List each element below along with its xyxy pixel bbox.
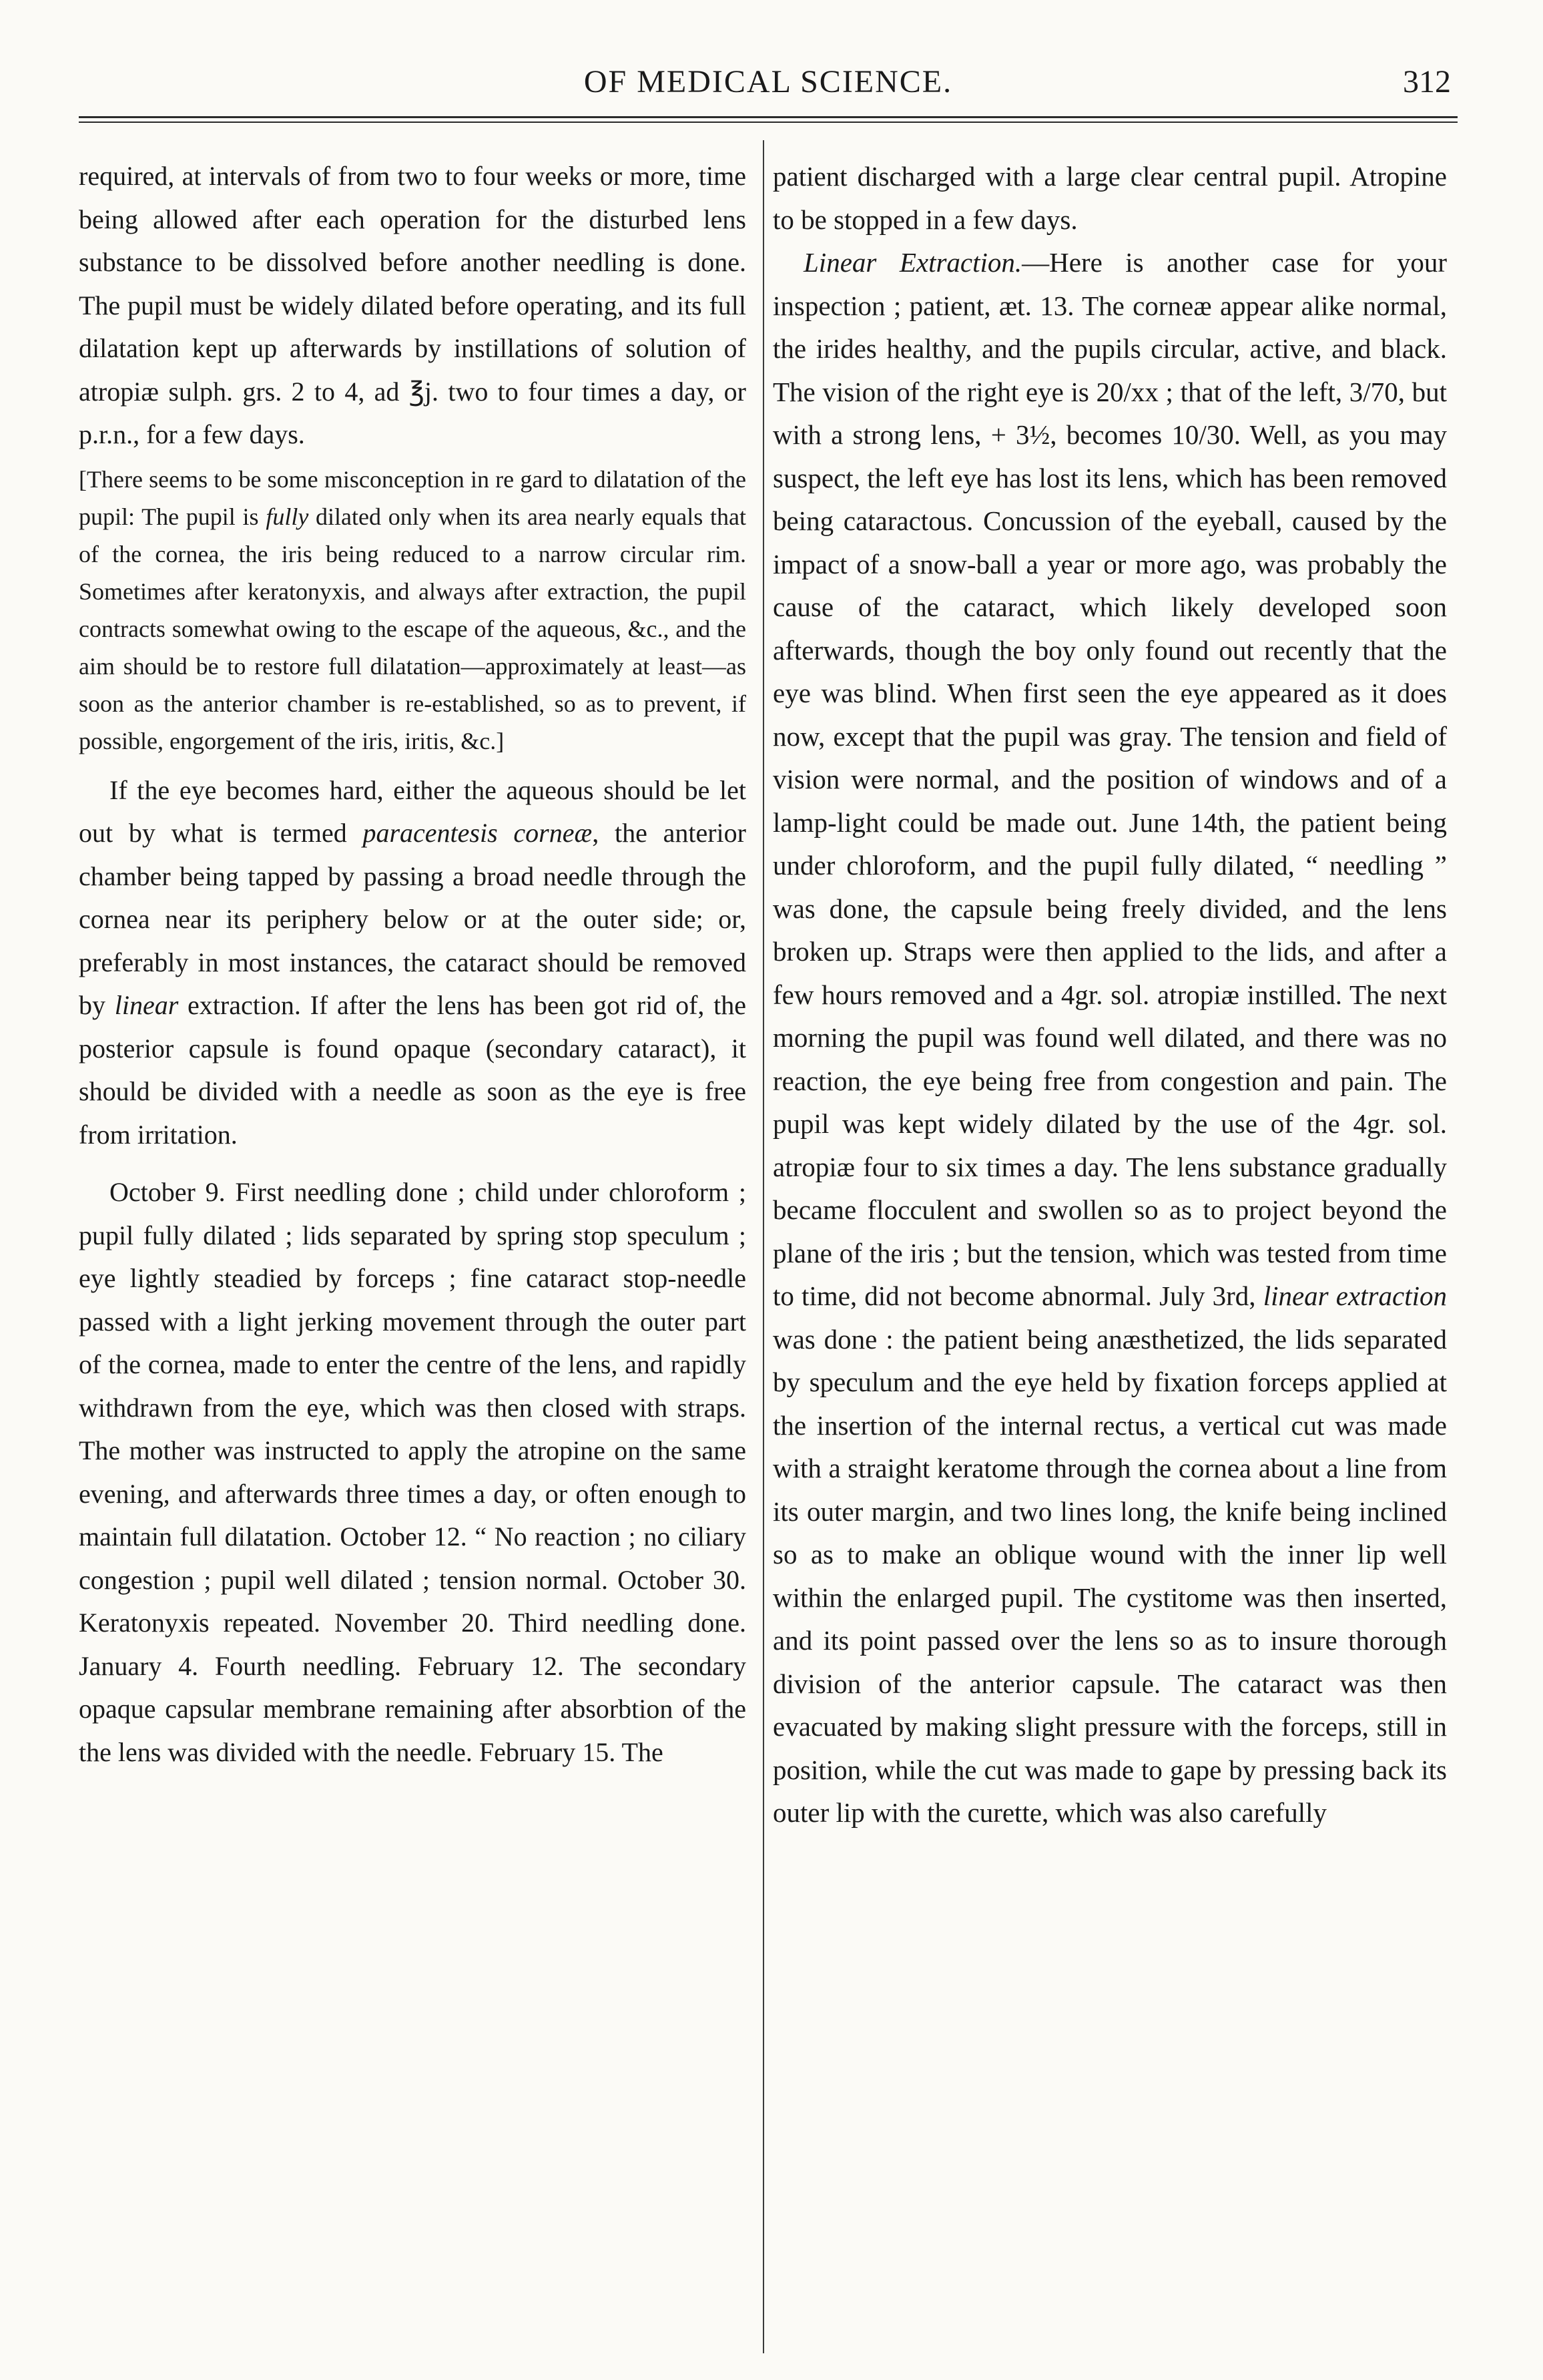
right-column	[773, 155, 1447, 1835]
column-divider	[763, 140, 764, 2353]
left-column	[79, 155, 746, 1774]
header-rule-thick	[79, 116, 1458, 118]
fraction-corrected: 10/30	[1171, 419, 1234, 450]
note-emphasis: fully	[266, 503, 309, 530]
text-fragment: If the eye becomes hard, either the aqueous should be let out by what is termed	[79, 774, 746, 848]
fraction-left-eye: 3/70	[1349, 376, 1398, 407]
section-heading: Linear Extraction.	[804, 247, 1022, 278]
text-fragment: was done : the patient being anæsthetized, the lids separated by speculum and the eye held by fixation forceps applied at the insertion of the internal rectus, a vertical cut was made with a straight keratome through the cornea about a line from its outer margin, and two lines long, the knife being inclined so as to make an oblique wound with the inner lip well within the enlarged pupil. The cystitome was then inserted, and its point passed over the lens so as to insure thorough division of the anterior capsule. The cataract was then evacuated by making slight pressure with the forceps, still in position, while the cut was made to gape by pressing back its outer lip with the curette, which was also carefully	[773, 1323, 1447, 1828]
running-title: OF MEDICAL SCIENCE.	[583, 64, 953, 99]
paragraph-case-record: October 9. First needling done ; child under chloroform ; pupil fully dilated ; lids separated by spring stop speculum ; eye lightly steadied by forceps ; fine cataract stop-needle passed with a light jerking movement through the outer part of the cornea, made to enter the centre of the lens, and rapidly withdrawn from the eye, which was then closed with straps. The mother was instructed to apply the atropine on the same evening, and afterwards three times a day, or often enough to maintain full dilatation. October 12. “ No reaction ; no ciliary congestion ; pupil well dilated ; tension normal. October 30. Keratonyxis repeated. November 20. Third needling done. January 4. Fourth needling. February 12. The secondary opaque capsular membrane remaining after absorbtion of the the lens was divided with the needle. February 15. The	[79, 1177, 746, 1767]
page-header	[79, 63, 1458, 117]
term-linear: linear	[114, 990, 179, 1020]
paragraph-needling-interval: required, at intervals of from two to four weeks or more, time being allowed after each operation for the disturbed lens substance to be dissolved before another needling is done. The pupil must be widely dilated before operating, and its full dilatation kept up afterwards by instillations of solution of atropiæ sulph. grs. 2 to 4, ad ℥j. two to four times a day, or p.r.n., for a few days.	[79, 161, 746, 449]
text-fragment: —Here is another case for your inspection ; patient, æt. 13. The corneæ appear alike normal, the irides healthy, and the pupils circular, active, and black. The vision of the right eye is	[773, 247, 1448, 407]
term-paracentesis: paracentesis corneæ	[362, 818, 593, 848]
text-fragment: , but with a strong lens, + 3½, becomes	[773, 376, 1447, 450]
paragraph-linear-extraction	[773, 241, 1447, 1835]
text-fragment: , the anterior chamber being tapped by passing a broad needle through the cornea near its periphery below or at the outer side; or, preferably in most instances, the cataract should be removed by	[79, 818, 746, 1020]
note-text-b: dilated only when its area nearly equals that of the cornea, the iris being reduced to a narrow circular rim. Sometimes after keratonyxis, and always after extraction, the pupil contracts somewhat owing to the escape of the aqueous, &c., and the aim should be to restore full dilatation—approximately at least—as soon as the anterior chamber is re-established, so as to prevent, if possible, engorgement of the iris, iritis, &c.]	[79, 503, 747, 754]
editorial-note	[79, 461, 746, 760]
text-fragment: . Well, as you may suspect, the left eye has lost its lens, which has been removed being cataractous. Concussion of the eyeball, caused by the impact of a snow-ball a year or more ago, was probably the cause of the cataract, which likely developed soon afterwards, though the boy only found out recently that the eye was blind. When first seen the eye appeared as it does now, except that the pupil was gray. The tension and field of vision were normal, and the position of windows and of a lamp-light could be made out. June 14th, the patient being under chloroform, and the pupil fully dilated, “ needling ” was done, the capsule being freely divided, and the lens broken up. Straps were then applied to the lids, and after a few hours removed and a 4gr. sol. atropiæ instilled. The next morning the pupil was found well dilated, and there was no reaction, the eye being free from congestion and pain. The pupil was kept widely dilated by the use of the 4gr. sol. atropiæ four to six times a day. The lens substance gradually became flocculent and swollen so as to project beyond the plane of the iris ; but the tension, which was tested from time to time, did not become abnormal. July 3rd,	[773, 419, 1447, 1311]
text-fragment: ; that of the left,	[1158, 376, 1349, 407]
text-fragment: extraction. If after the lens has been got rid of, the posterior capsule is found opaque (secondary cataract), it should be divided with a needle as soon as the eye is free from irritation.	[79, 990, 747, 1150]
paragraph-case-continued: patient discharged with a large clear central pupil. Atropine to be stopped in a few days.	[773, 161, 1447, 235]
page-number: 312	[1403, 64, 1451, 99]
fraction-right-eye: 20/xx	[1096, 376, 1159, 407]
paragraph-hard-eye	[79, 769, 746, 1157]
header-rule-thin	[79, 122, 1458, 123]
note-text-a: [There seems to be some misconception in re gard to dilatation of the pupil: The pupil is	[79, 465, 746, 530]
term-linear-extraction: linear extraction	[1263, 1280, 1447, 1311]
